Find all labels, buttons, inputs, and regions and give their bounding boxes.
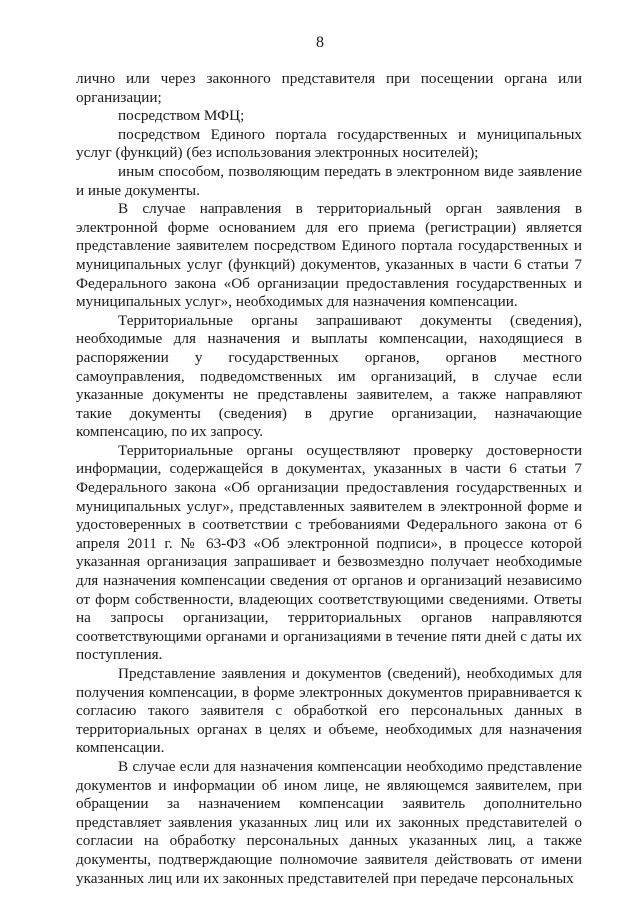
paragraph: Территориальные органы осуществляют проверку достоверности информации, содержащейся в документах, указанных в части 6 статьи 7 Федерального закона «Об организации предоставления государственных и муниципальных услуг», представленных заявителем в электронной форме и удостоверенных в соответствии с требованиями Федерального закона от 6 апреля 2011 г. № 63-ФЗ «Об электронной подписи», в процессе которой указанная организация запрашивает и безвозмездно получает необходимые для назначения компенсации сведения от органов и организаций независимо от форм собственности, владеющих соответствующими сведениями. Ответы на запросы организации, территориальных органов направляются соответствующими органами и организациями в течение пяти дней с даты их поступления. xyxy=(76,441,582,664)
page-number: 8 xyxy=(316,34,324,51)
paragraph: В случае направления в территориальный орган заявления в электронной форме основанием для его приема (регистрации) является представление заявителем посредством Единого портала государственных и муниципальных услуг (функций) документов, указанных в части 6 статьи 7 Федерального закона «Об организации предоставления государственных и муниципальных услуг», необходимых для назначения компенсации. xyxy=(76,200,582,311)
paragraph: посредством Единого портала государственных и муниципальных услуг (функций) (без использования электронных носителей); xyxy=(76,125,582,162)
paragraph: Территориальные органы запрашивают документы (сведения), необходимые для назначения и выплаты компенсации, находящиеся в распоряжении у государственных органов, органов местного самоуправления, подведомственных им организаций, в случае если указанные документы не представлены заявителем, а также направляют такие документы (сведения) в другие организации, назначающие компенсацию, по их запросу. xyxy=(76,311,582,441)
paragraph: Представление заявления и документов (сведений), необходимых для получения компенсации, в форме электронных документов приравнивается к согласию такого заявителя с обработкой его персональных данных в территориальных органах в целях и объеме, необходимых для назначения компенсации. xyxy=(76,665,582,757)
paragraph: иным способом, позволяющим передать в электронном виде заявление и иные документы. xyxy=(76,162,582,199)
paragraph: посредством МФЦ; xyxy=(118,107,245,125)
document-body xyxy=(76,70,582,888)
paragraph: лично или через законного представителя при посещении органа или организации; xyxy=(76,70,582,106)
paragraph: В случае если для назначения компенсации необходимо представление документов и информации об ином лице, не являющемся заявителем, при обращении за назначением компенсации заявитель дополнительно представляет заявления указанных лиц или их законных представителей о согласии на обработку персональных данных указанных лиц, а также документы, подтверждающие полномочие заявителя действовать от имени указанных лиц или их законных представителей при передаче персональных xyxy=(76,757,582,887)
